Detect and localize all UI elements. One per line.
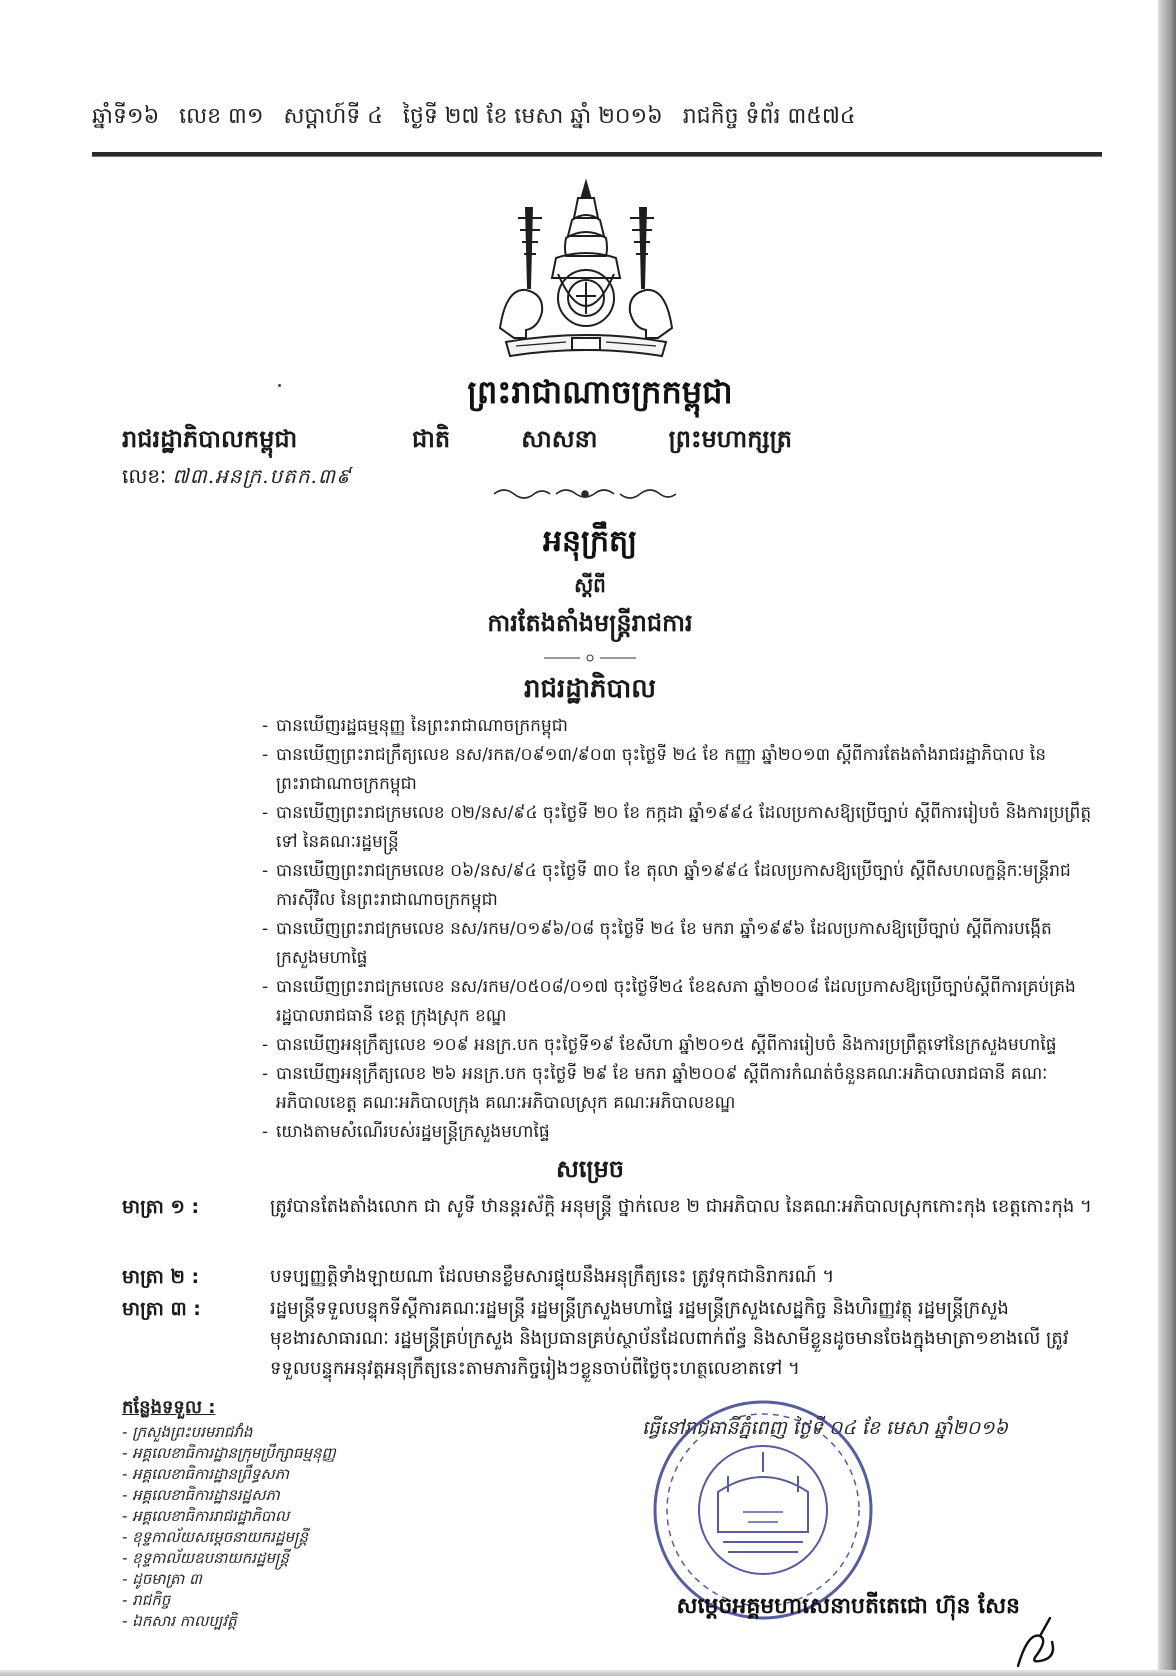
gazette-date: ថ្ងៃទី ២៧ ខែ មេសា ឆ្នាំ ២០១៦ (402, 104, 663, 129)
article-text: បទប្បញ្ញត្តិទាំងឡាយណា ដែលមានខ្លឹមសារផ្ទុយនឹងអនុក្រឹត្យនេះ ត្រូវទុកជានិរាករណ៍ ។ (270, 1266, 835, 1287)
header-rule (92, 152, 1102, 157)
article-number: មាត្រា ១ : (122, 1196, 200, 1218)
recital-item: - បានឃើញព្រះរាជក្រមលេខ ០២/នស/៩៤ ចុះថ្ងៃទី ២០ ខែ កក្កដា ឆ្នាំ១៩៩៤ ដែលប្រកាសឱ្យប្រើច្បាប់ ស្តីពីការរៀបចំ និងការប្រព្រឹត្តទៅ នៃគណៈរដ្ឋមន្ត្រី (262, 799, 1092, 857)
gazette-issue: លេខ ៣១ (179, 104, 264, 129)
article-text: ត្រូវបានតែងតាំងលោក ជា សូទី ឋានន្តរស័ក្តិ អនុមន្ត្រី ថ្នាក់លេខ ២ ជាអភិបាល នៃគណៈអភិបាលស្រុកកោះកុង ខេត្តកោះកុង ។ (270, 1196, 1092, 1217)
government-heading: រាជរដ្ឋាភិបាល (523, 674, 657, 704)
motto-king: ព្រះមហាក្សត្រ (668, 425, 792, 453)
signature-icon (1010, 1612, 1070, 1672)
recipient-item: - រាជកិច្ច (122, 1591, 171, 1609)
recital-item: - យោងតាមសំណើរបស់រដ្ឋមន្ត្រីក្រសួងមហាផ្ទៃ (262, 1118, 1092, 1147)
document-subject: ការតែងតាំងមន្ត្រីរាជការ (487, 609, 693, 637)
gazette-page: រាជកិច្ច ទំព័រ ៣៥៧៤ (682, 104, 856, 129)
royal-coat-of-arms-icon (486, 178, 686, 362)
recipient-item: - អគ្គលេខាធិការដ្ឋានរដ្ឋសភា (122, 1486, 280, 1504)
gazette-header (92, 96, 1102, 140)
divider-ornament-icon (540, 648, 640, 658)
place-and-date: ធ្វើនៅរាជធានីភ្នំពេញ ថ្ងៃទី ០៤ ខែ មេសា ឆ្នាំ២០១៦ (641, 1417, 1009, 1439)
recipient-item: - អគ្គលេខាធិការរាជរដ្ឋាភិបាល (122, 1507, 290, 1525)
article-3 (122, 1294, 1102, 1384)
national-motto (412, 424, 792, 459)
reference-number (122, 463, 462, 493)
recital-item: - បានឃើញព្រះរាជក្រមលេខ នស/រកម/០១៩៦/០៨ ចុះថ្ងៃទី ២៤ ខែ មករា ឆ្នាំ១៩៩៦ ដែលប្រកាសឱ្យប្រើច្បាប់ ស្តីពីការបង្កើតក្រសួងមហាផ្ទៃ (262, 915, 1092, 973)
scan-bottom-edge (0, 1670, 1176, 1676)
article-2 (122, 1262, 1102, 1292)
recitals-list (262, 712, 1092, 1147)
recipients-heading: កន្លែងទទួល : (122, 1397, 216, 1418)
flourish-ornament-icon (490, 484, 680, 504)
speck (278, 384, 281, 387)
recipient-item: - ខុទ្ទកាល័យសម្តេចនាយករដ្ឋមន្ត្រី (122, 1528, 309, 1546)
gazette-week: សប្តាហ៍ទី ៤ (283, 104, 383, 129)
article-number: មាត្រា ៣ : (122, 1298, 201, 1320)
document-type: អនុក្រឹត្យ (542, 524, 638, 559)
recipient-item: - ឯកសារ កាលប្បវត្តិ (122, 1612, 237, 1630)
recipients-list (122, 1397, 372, 1632)
article-number: មាត្រា ២ : (122, 1266, 200, 1288)
motto-nation: ជាតិ (412, 425, 451, 453)
reference-value: ៧៣.អនក្រ.បតក.៣៩ (172, 464, 352, 488)
article-1 (122, 1192, 1102, 1222)
recipient-item: - អគ្គលេខាធិការដ្ឋានក្រុមប្រឹក្សាធម្មនុញ្ញ (122, 1444, 336, 1462)
article-text: រដ្ឋមន្ត្រីទទួលបន្ទុកទីស្តីការគណៈរដ្ឋមន្ត្រី រដ្ឋមន្ត្រីក្រសួងមហាផ្ទៃ រដ្ឋមន្ត្រីក្រសួងសេដ្ឋកិច្ច និងហិរញ្ញវត្ថុ រដ្ឋមន្ត្រីក្រសួងមុខងារសាធារណៈ រដ្ឋមន្ត្រីគ្រប់ក្រសួង និងប្រធានគ្រប់ស្ថាប័នដែលពាក់ព័ន្ធ និងសាមីខ្លួនដូចមានចែងក្នុងមាត្រា១ខាងលើ ត្រូវទទួលបន្ទុកអនុវត្តអនុក្រឹត្យនេះតាមភារកិច្ចរៀងៗខ្លួនចាប់ពីថ្ងៃចុះហត្ថលេខាតទៅ ។ (270, 1298, 1069, 1379)
motto-religion: សាសនា (521, 425, 598, 453)
recital-item: - បានឃើញព្រះរាជក្រឹត្យលេខ នស/រកត/០៩១៣/៩០៣ ចុះថ្ងៃទី ២៤ ខែ កញ្ញា ឆ្នាំ២០១៣ ស្តីពីការតែងតាំងរាជរដ្ឋាភិបាល នៃព្រះរាជាណាចក្រកម្ពុជា (262, 741, 1092, 799)
scan-edge (1158, 0, 1176, 1676)
issuing-body: រាជរដ្ឋាភិបាលកម្ពុជា (122, 425, 298, 453)
about-label: ស្តីពី (574, 573, 606, 597)
signer-name: សម្តេចអគ្គមហាសេនាបតីតេជោ ហ៊ុន សែន (676, 1594, 1020, 1619)
recipient-item: - ខុទ្ទកាល័យឧបនាយករដ្ឋមន្ត្រី (122, 1549, 289, 1567)
recipient-item: - ដូចមាត្រា ៣ (122, 1570, 202, 1588)
recital-item: - បានឃើញអនុក្រឹត្យលេខ ១០៩ អនក្រ.បក ចុះថ្ងៃទី១៩ ខែសីហា ឆ្នាំ២០១៥ ស្តីពីការរៀបចំ និងការប្រព្រឹត្តទៅនៃក្រសួងមហាផ្ទៃ (262, 1031, 1092, 1060)
recipient-item: - ក្រសួងព្រះបរមរាជវាំង (122, 1423, 253, 1441)
recital-item: - បានឃើញព្រះរាជក្រមលេខ នស/រកម/០៥០៨/០១៧ ចុះថ្ងៃទី២៤ ខែឧសភា ឆ្នាំ២០០៨ ដែលប្រកាសឱ្យប្រើច្បាប់ស្តីពីការគ្រប់គ្រងរដ្ឋបាលរាជធានី ខេត្ត ក្រុងស្រុក ខណ្ឌ (262, 973, 1092, 1031)
reference-label: លេខៈ (122, 464, 167, 488)
recital-item: - បានឃើញរដ្ឋធម្មនុញ្ញ នៃព្រះរាជាណាចក្រកម្ពុជា (262, 712, 1092, 741)
recital-item: - បានឃើញព្រះរាជក្រមលេខ ០៦/នស/៩៤ ចុះថ្ងៃទី ៣០ ខែ តុលា ឆ្នាំ១៩៩៤ ដែលប្រកាសឱ្យប្រើច្បាប់ ស្តីពីសហលក្ខន្តិកៈមន្ត្រីរាជការស៊ីវិល នៃព្រះរាជាណាចក្រកម្ពុជា (262, 857, 1092, 915)
recital-item: - បានឃើញអនុក្រឹត្យលេខ ២៦ អនក្រ.បក ចុះថ្ងៃទី ២៩ ខែ មករា ឆ្នាំ២០០៩ ស្តីពីការកំណត់ចំនួនគណៈអភិបាលរាជធានី គណៈអភិបាលខេត្ត គណៈអភិបាលក្រុង គណៈអភិបាលស្រុក គណៈអភិបាលខណ្ឌ (262, 1060, 1092, 1118)
gazette-year: ឆ្នាំទី១៦ (92, 104, 160, 129)
decides-heading: សម្រេច (555, 1155, 625, 1183)
kingdom-name: ព្រះរាជាណាចក្រកម្ពុជា (467, 373, 733, 411)
recipient-item: - អគ្គលេខាធិការដ្ឋានព្រឹទ្ធសភា (122, 1465, 289, 1483)
